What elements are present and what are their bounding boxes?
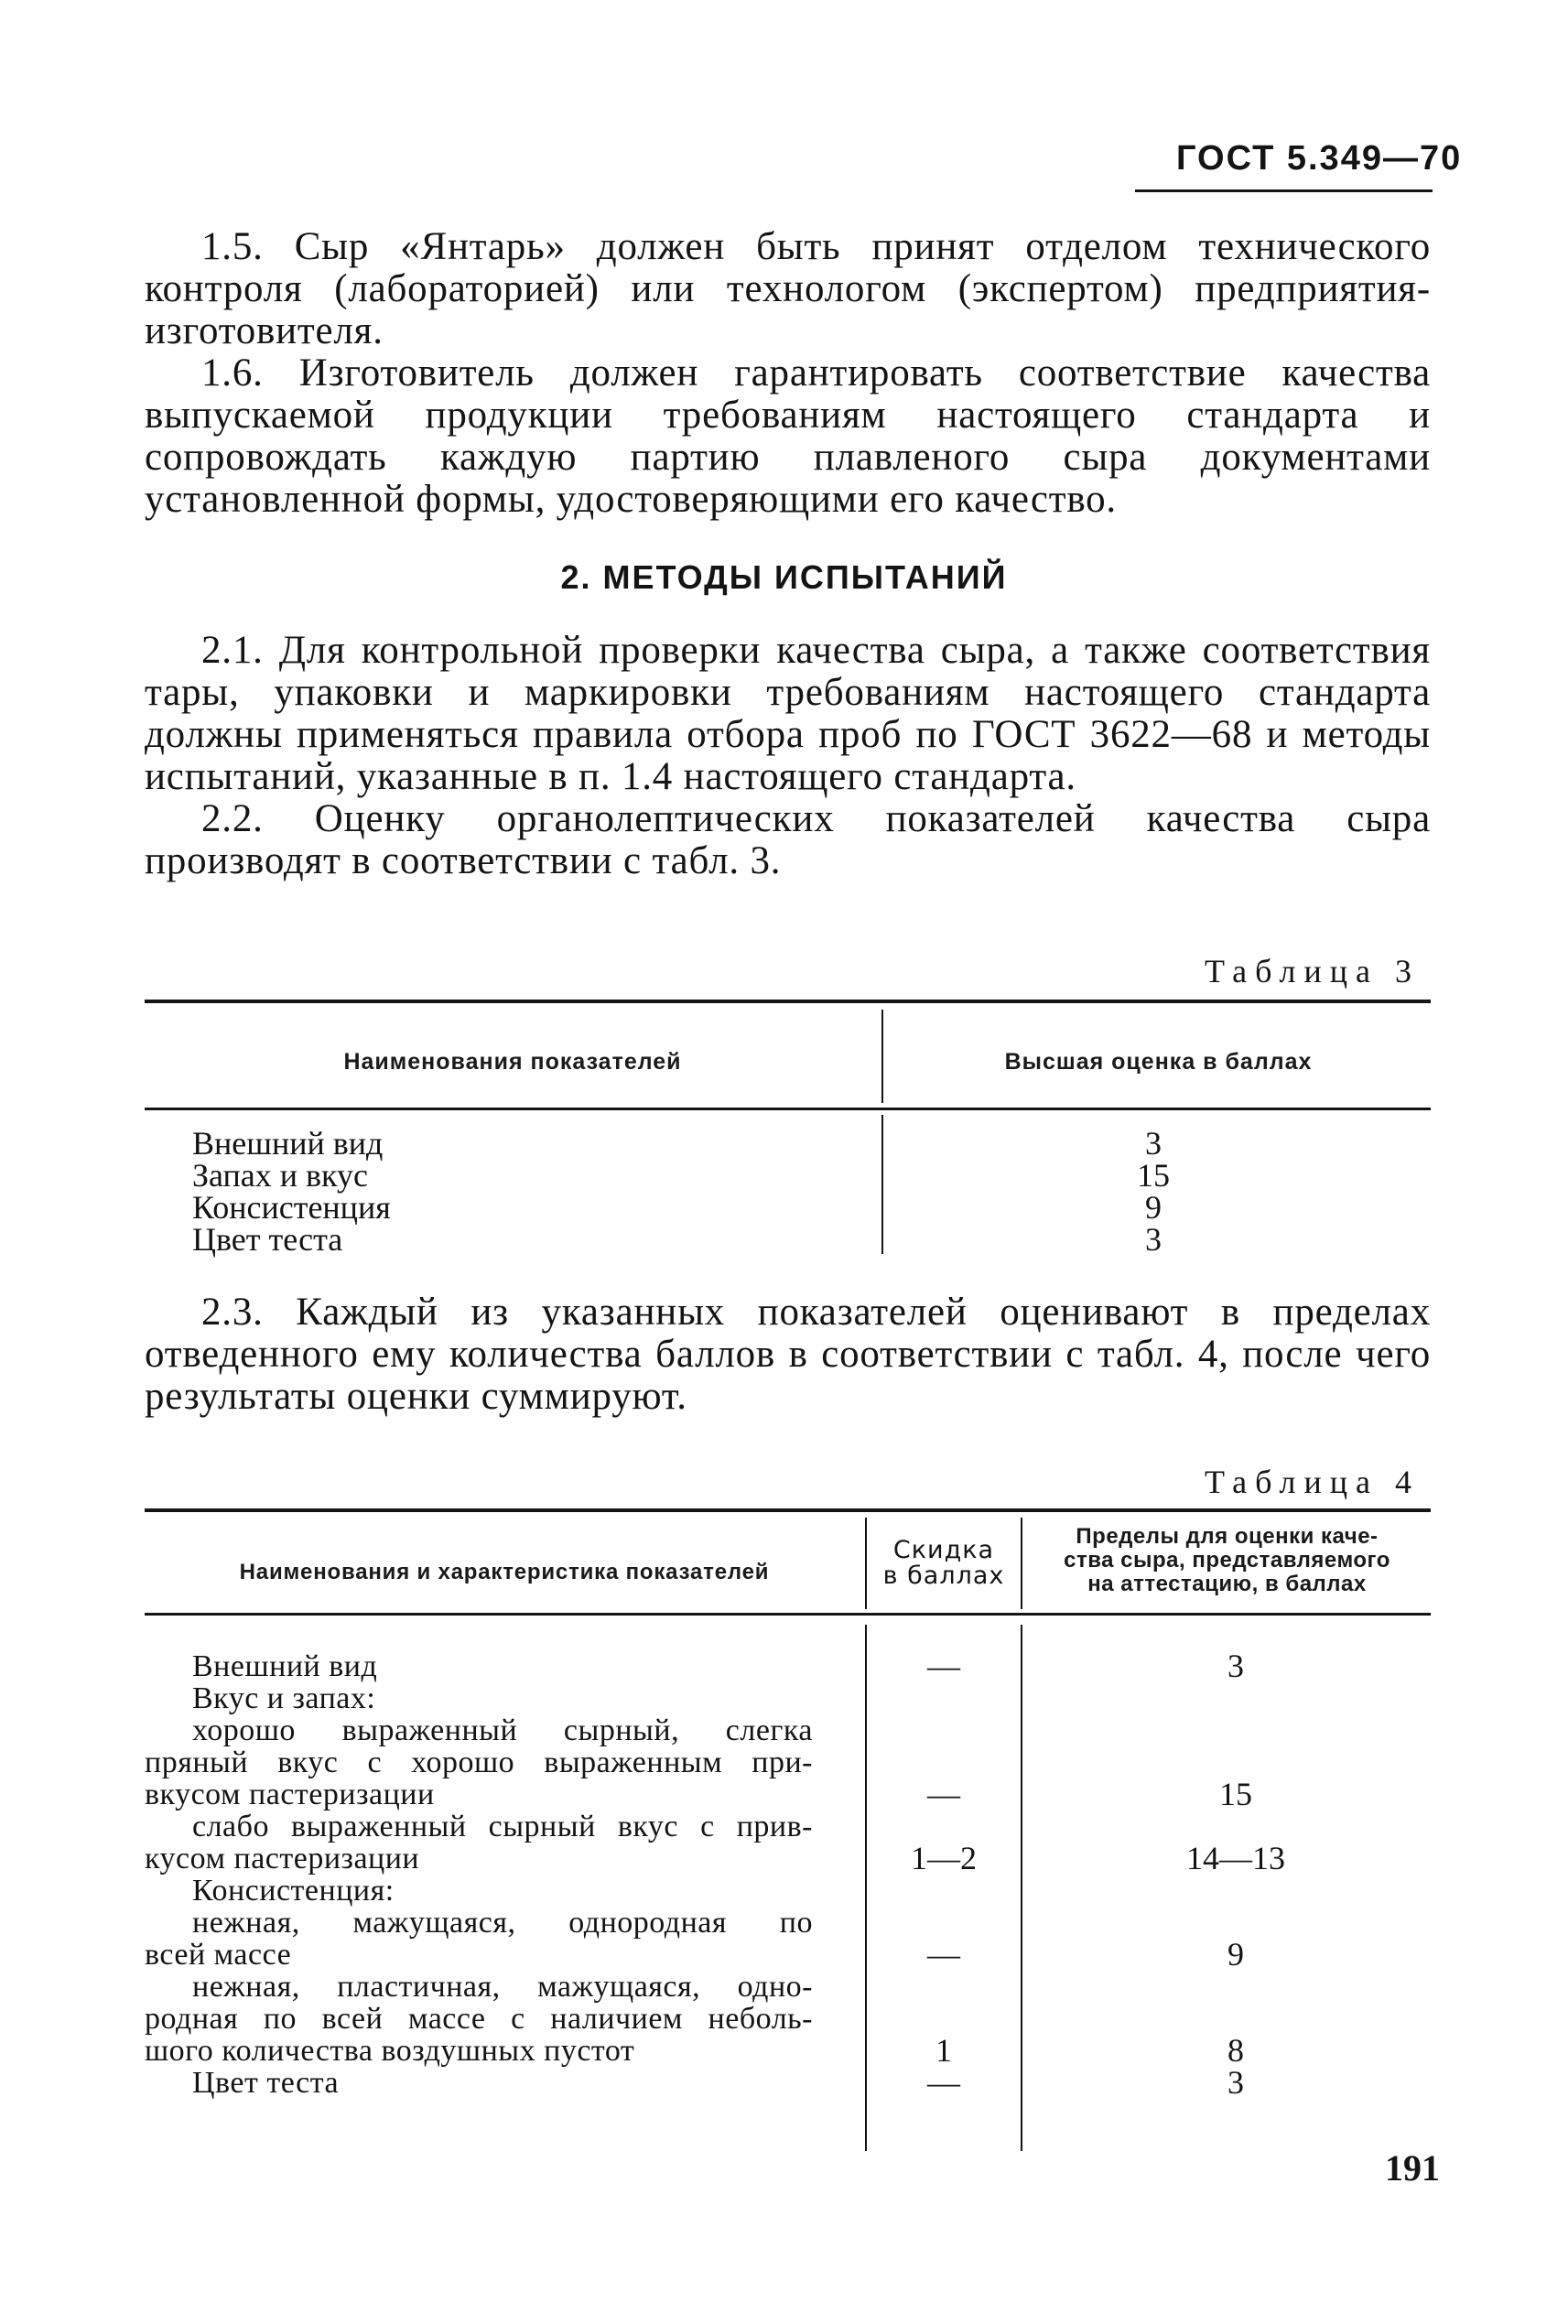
table-4-taste1-text: вкусом пастеризации xyxy=(145,1778,435,1811)
table-4-header-divider-1 xyxy=(865,1518,867,1609)
table-4-discount: — xyxy=(927,1648,960,1684)
table-3-row-name: Цвет теста xyxy=(192,1221,343,1258)
table-4-discount: — xyxy=(927,1936,960,1973)
table-3-row-score: 9 xyxy=(1145,1189,1162,1226)
table-4-header-discount-line: Скидка xyxy=(892,1536,995,1564)
table-4-cons2-text: шого количества воздушных пустот xyxy=(145,2034,635,2068)
table-4-header-limits-line: на аттестацию, в баллах xyxy=(1087,1572,1367,1596)
table-4-taste2-text: кусом пастеризации xyxy=(145,1842,420,1875)
table-4-header-discount-line: в баллах xyxy=(882,1562,1005,1590)
table-4-subheading-consistency: Консистенция: xyxy=(192,1874,395,1908)
table-3-row-name: Консистенция xyxy=(192,1189,391,1226)
table-3-row-name: Запах и вкус xyxy=(192,1157,369,1194)
table-4-limits: 14—13 xyxy=(1186,1840,1285,1876)
table-4-discount: — xyxy=(927,1776,960,1812)
table-4-top-rule xyxy=(145,1508,1431,1512)
table-3-row-score: 3 xyxy=(1145,1221,1162,1258)
table-4-cons2-text: нежная, пластичная, мажущаяся, одно- xyxy=(192,1970,813,2004)
section1-text xyxy=(145,226,1431,521)
table-4-subheading-taste: Вкус и запах: xyxy=(192,1681,376,1715)
table-3-top-rule xyxy=(145,1000,1431,1003)
table-4-header-rule xyxy=(145,1613,1431,1616)
table-4-header-name: Наименования и характеристика показателей xyxy=(239,1560,770,1584)
table-3-caption: Таблица 3 xyxy=(1205,953,1420,989)
header-rule xyxy=(1135,189,1433,192)
table-4-taste1-text: пряный вкус с хорошо выраженным при- xyxy=(145,1746,813,1779)
paragraph-2-3: 2.3. Каждый из указанных показателей оценивают в пределах отведенного ему количества баллов в соответствии с табл. 4, после чего результаты оценки суммируют. xyxy=(145,1291,1431,1418)
section-2-title: 2. МЕТОДЫ ИСПЫТАНИЙ xyxy=(560,558,1008,596)
table-4-taste2-text: слабо выраженный сырный вкус с прив- xyxy=(192,1810,813,1843)
table-3-header-rule xyxy=(145,1108,1431,1110)
table-3-header-score: Высшая оценка в баллах xyxy=(1004,1049,1313,1075)
table-4-taste1-text: хорошо выраженный сырный, слегка xyxy=(192,1713,813,1747)
table-4-header-limits-line: ства сыра, представляемого xyxy=(1064,1548,1390,1573)
table-4-header-limits-line: Пределы для оценки каче- xyxy=(1076,1524,1379,1549)
table-4-limits: 9 xyxy=(1227,1936,1244,1973)
table-3-header-divider xyxy=(881,1010,883,1103)
table-4-body-divider-1 xyxy=(865,1625,867,2151)
table-4-caption: Таблица 4 xyxy=(1205,1464,1420,1500)
table-4-limits: 3 xyxy=(1227,2064,1244,2101)
table-4-limits: 8 xyxy=(1227,2032,1244,2069)
table-4-limits: 3 xyxy=(1227,1648,1244,1684)
table-4-header-divider-2 xyxy=(1021,1518,1022,1609)
table-4-cons2-text: родная по всей массе с наличием неболь- xyxy=(145,2002,813,2036)
document-code: ГОСТ 5.349—70 xyxy=(1176,139,1463,178)
page-number: 191 xyxy=(1385,2147,1440,2189)
table-4-discount: 1 xyxy=(935,2032,952,2069)
table-4-header-discount xyxy=(868,1538,1020,1589)
paragraph-1-5: 1.5. Сыр «Янтарь» должен быть принят отделом технического контроля (лабораторией) или технологом (экспертом) предприятия-изготовителя. xyxy=(145,225,1431,352)
table-4-row-color: Цвет теста xyxy=(192,2066,340,2100)
table-4-cons1-text: всей массе xyxy=(145,1938,292,1972)
table-3-row-score: 15 xyxy=(1137,1157,1170,1194)
table-4-discount: — xyxy=(927,2064,960,2101)
paragraph-2-1: 2.1. Для контрольной проверки качества сыра, а также соответствия тары, упаковки и маркировки требованиям настоящего стандарта должны применяться правила отбора проб по ГОСТ 3622—68 и методы испытаний, указанные в п. 1.4 настоящего стандарта. xyxy=(145,629,1431,798)
table-3-body-divider xyxy=(881,1115,883,1254)
table-4-cons1-text: нежная, мажущаяся, однородная по xyxy=(192,1906,813,1940)
table-4-body-divider-2 xyxy=(1021,1625,1022,2151)
paragraph-2-2: 2.2. Оценку органолептических показателей качества сыра производят в соответствии с табл. 3. xyxy=(145,797,1431,882)
table-3-row-score: 3 xyxy=(1145,1125,1162,1162)
section2-text xyxy=(145,630,1431,882)
table-4-header-limits xyxy=(1023,1525,1431,1596)
table-3-row-name: Внешний вид xyxy=(192,1125,384,1162)
section2-text-cont xyxy=(145,1292,1431,1418)
table-4-row-appearance: Внешний вид xyxy=(192,1649,378,1683)
table-4-discount: 1—2 xyxy=(911,1840,977,1876)
paragraph-1-6: 1.6. Изготовитель должен гарантировать соответствие качества выпускаемой продукции требованиям настоящего стандарта и сопровождать каждую партию плавленого сыра документами установленной формы, удостоверяющими его качество. xyxy=(145,351,1431,521)
table-4-limits: 15 xyxy=(1219,1776,1252,1812)
table-3-header-name: Наименования показателей xyxy=(343,1049,682,1075)
